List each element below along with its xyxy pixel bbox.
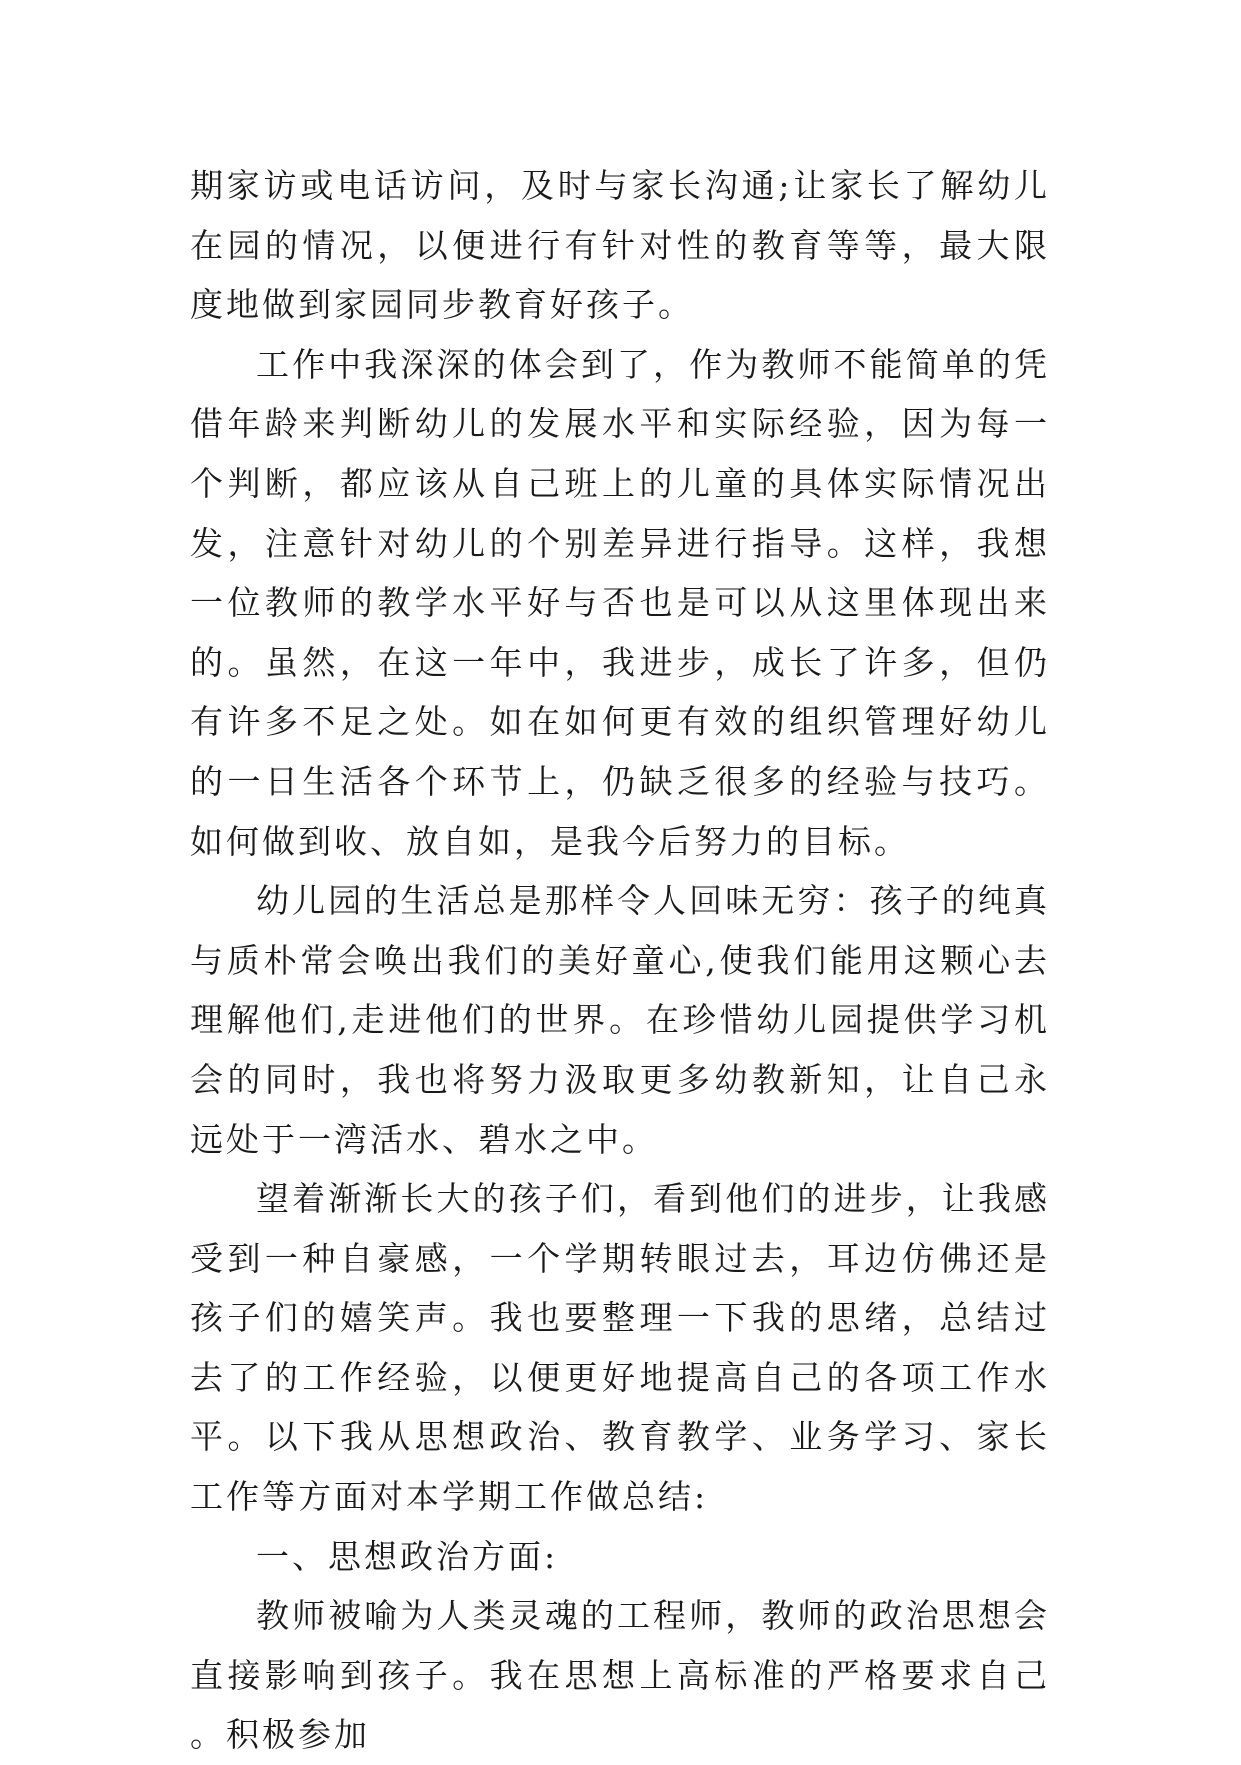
paragraph-kindergarten-life: 幼儿园的生活总是那样令人回味无穷：孩子的纯真与质朴常会唤出我们的美好童心,使我们能用这颗心去理解他们,走进他们的世界。在珍惜幼儿园提供学习机会的同时，我也将努力汲取更多幼教新知，让自己永远处于一湾活水、碧水之中。 (190, 881, 1050, 1159)
paragraph-semester-summary: 望着渐渐长大的孩子们，看到他们的进步，让我感受到一种自豪感，一个学期转眼过去，耳边仿佛还是孩子们的嬉笑声。我也要整理一下我的思绪，总结过去了的工作经验，以便更好地提高自己的各项工作水平。以下我从思想政治、教育教学、业务学习、家长工作等方面对本学期工作做总结: (190, 1179, 1050, 1517)
paragraph-work-reflection: 工作中我深深的体会到了，作为教师不能简单的凭借年龄来判断幼儿的发展水平和实际经验，因为每一个判断，都应该从自己班上的儿童的具体实际情况出发，注意针对幼儿的个别差异进行指导。这样，我想一位教师的教学水平好与否也是可以从这里体现出来的。虽然，在这一年中，我进步，成长了许多，但仍有许多不足之处。如在如何更有效的组织管理好幼儿的一日生活各个环节上，仍缺乏很多的经验与技巧。如何做到收、放自如，是我今后努力的目标。 (190, 344, 1050, 861)
paragraph-teacher-ideology: 教师被喻为人类灵魂的工程师，教师的政治思想会直接影响到孩子。我在思想上高标准的严格要求自己。积极参加 (190, 1596, 1050, 1755)
paragraph-home-visits: 期家访或电话访问，及时与家长沟通;让家长了解幼儿在园的情况，以便进行有针对性的教育等等，最大限度地做到家园同步教育好孩子。 (190, 166, 1050, 325)
document-body (190, 156, 1050, 1765)
section-heading-ideology-politics: 一、思想政治方面: (256, 1536, 559, 1576)
